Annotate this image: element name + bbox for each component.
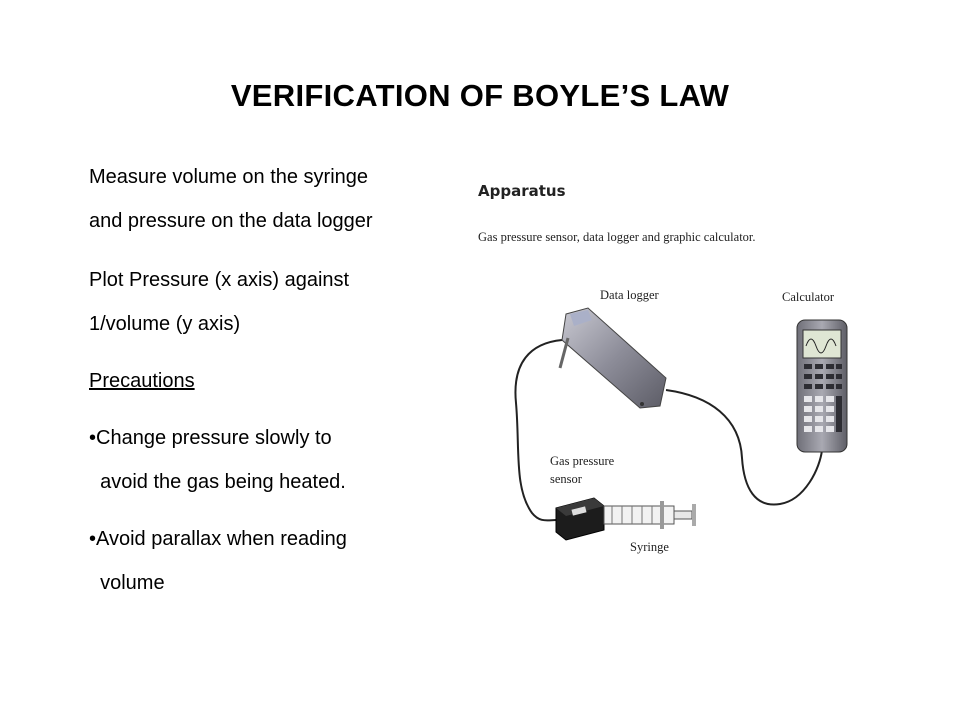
text-line-1: Measure volume on the syringe	[89, 166, 369, 188]
data-logger-device	[560, 308, 666, 408]
text-line-4: 1/volume (y axis)	[89, 313, 241, 335]
precaution-2-line-2: volume	[89, 572, 165, 594]
label-data-logger: Data logger	[600, 288, 659, 302]
label-sensor: sensor	[550, 472, 582, 486]
text-line-2: and pressure on the data logger	[89, 210, 373, 232]
precaution-1-line-1: •Change pressure slowly to	[89, 427, 332, 449]
label-gas-pressure: Gas pressure	[550, 454, 615, 468]
slide-title: VERIFICATION OF BOYLE’S LAW	[230, 78, 730, 113]
gas-pressure-sensor-device	[556, 498, 604, 540]
label-syringe: Syringe	[630, 540, 669, 554]
precaution-2-line-1: •Avoid parallax when reading	[89, 528, 347, 550]
precautions-heading: Precautions	[89, 370, 195, 392]
text-line-3: Plot Pressure (x axis) against	[89, 269, 350, 291]
apparatus-figure	[470, 168, 870, 588]
label-calculator: Calculator	[782, 290, 835, 304]
apparatus-heading: Apparatus	[478, 182, 566, 200]
cable-logger-to-sensor	[515, 340, 562, 520]
apparatus-caption: Gas pressure sensor, data logger and graphic calculator.	[478, 230, 756, 244]
graphic-calculator-device	[797, 320, 847, 452]
syringe-device	[604, 501, 696, 529]
precaution-1-line-2: avoid the gas being heated.	[89, 471, 346, 493]
